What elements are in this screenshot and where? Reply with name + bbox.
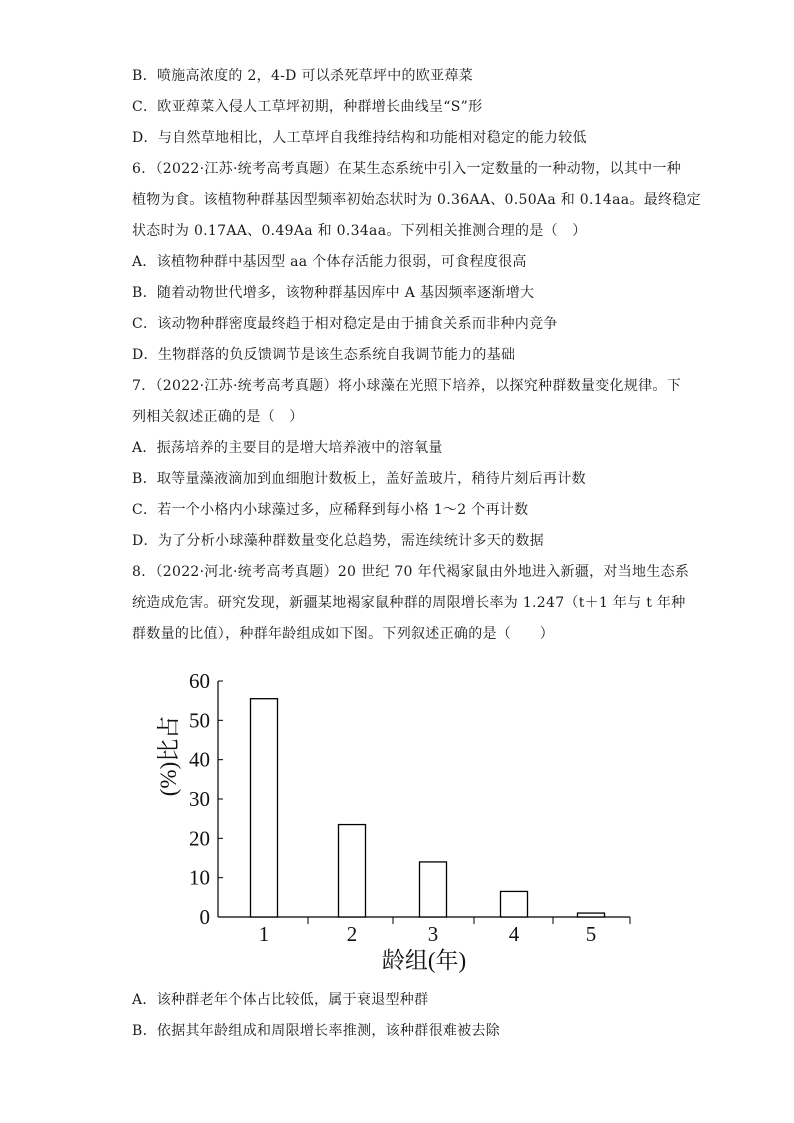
bar-age-group-4	[501, 891, 528, 917]
text-line: C．若一个小格内小球藻过多，应稀释到每小格 1～2 个再计数	[132, 502, 529, 518]
text-line: 6．（2022·江苏·统考高考真题）在某生态系统中引入一定数量的一种动物，以其中一种	[132, 161, 682, 177]
y-tick-label: 60	[189, 669, 210, 693]
text-line: 统造成危害。研究发现，新疆某地褐家鼠种群的周限增长率为 1.247（t＋1 年与 t 年种	[132, 595, 686, 611]
y-tick-label: 0	[199, 905, 210, 929]
bar-age-group-3	[420, 862, 447, 917]
answer-option: A．该种群老年个体占比较低，属于衰退型种群	[132, 992, 429, 1008]
y-axis-label-text: (%)比占	[156, 715, 181, 797]
text-line: 植物为食。该植物种群基因型频率初始态状时为 0.36AA、0.50Aa 和 0.14aa。最终稳定	[132, 192, 701, 208]
x-tick-label: 2	[346, 922, 358, 946]
answer-option: B．依据其年龄组成和周限增长率推测，该种群很难被去除	[132, 1023, 501, 1039]
x-tick-label: 1	[258, 922, 270, 946]
bar-age-group-5	[578, 913, 605, 917]
bar-age-group-2	[339, 825, 366, 917]
x-axis-label: 龄组(年)	[381, 948, 467, 973]
y-tick-label: 40	[189, 747, 210, 772]
text-line: C．该动物种群密度最终趋于相对稳定是由于捕食关系而非种内竞争	[132, 316, 558, 332]
text-line: 列相关叙述正确的是（ ）	[132, 409, 304, 425]
bar-age-group-1	[251, 699, 278, 917]
text-line: 8．（2022·河北·统考高考真题）20 世纪 70 年代褐家鼠由外地进入新疆，对当地生态系	[132, 564, 690, 580]
text-line: B．取等量藻液滴加到血细胞计数板上，盖好盖玻片，稍待片刻后再计数	[132, 471, 586, 487]
y-tick-label: 20	[189, 826, 210, 851]
x-tick-label: 3	[427, 922, 439, 946]
text-line: 7．（2022·江苏·统考高考真题）将小球藻在光照下培养，以探究种群数量变化规律。下	[132, 378, 682, 394]
text-line: C．欧亚蔊菜入侵人工草坪初期，种群增长曲线呈“S”形	[132, 99, 483, 115]
text-line: A．该植物种群中基因型 aa 个体存活能力很弱，可食程度很高	[132, 254, 527, 270]
text-line: B．喷施高浓度的 2，4-D 可以杀死草坪中的欧亚蔊菜	[132, 68, 474, 84]
y-axis-label	[156, 716, 181, 796]
text-line: 群数量的比值），种群年龄组成如下图。下列叙述正确的是（ ）	[132, 626, 554, 642]
text-line: A．振荡培养的主要目的是增大培养液中的溶氧量	[132, 440, 443, 456]
text-line: D．与自然草地相比，人工草坪自我维持结构和功能相对稳定的能力较低	[132, 130, 587, 146]
x-tick-label: 4	[508, 922, 520, 946]
text-line: D．生物群落的负反馈调节是该生态系统自我调节能力的基础	[132, 347, 516, 363]
y-tick-label: 30	[189, 787, 210, 811]
y-tick-label: 50	[189, 708, 210, 733]
text-line: B．随着动物世代增多，该物种群基因库中 A 基因频率逐渐增大	[132, 285, 535, 301]
x-tick-label: 5	[585, 922, 597, 946]
y-tick-label: 10	[189, 865, 210, 890]
age-structure-bar-chart	[148, 664, 638, 984]
text-line: 状态时为 0.17AA、0.49Aa 和 0.34aa。下列相关推测合理的是（ ）	[132, 223, 587, 239]
text-line: D．为了分析小球藻种群数量变化总趋势，需连续统计多天的数据	[132, 533, 544, 549]
